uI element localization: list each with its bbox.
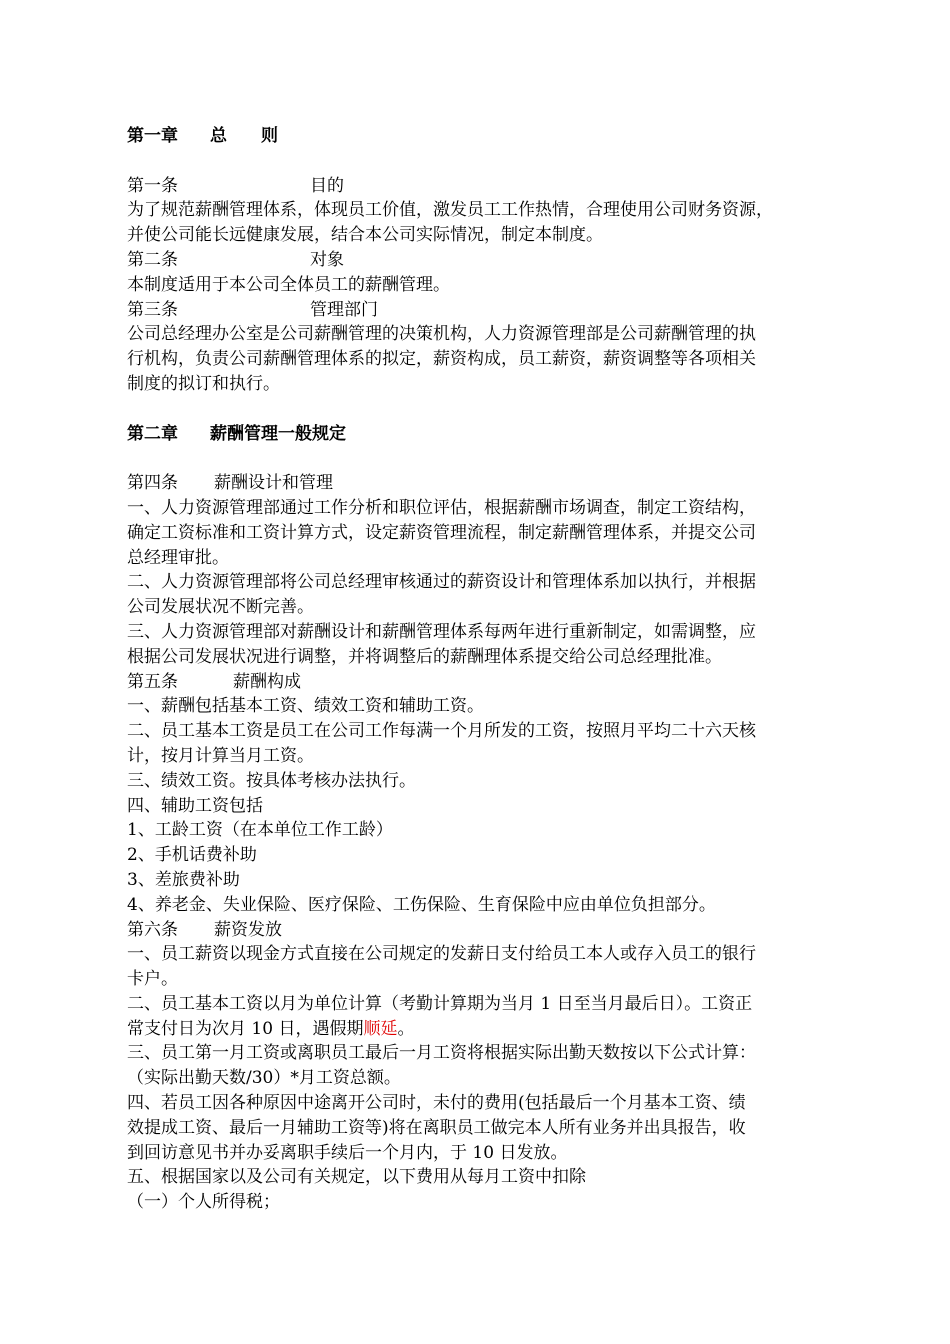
article-1-heading (127, 174, 840, 199)
article-4-line: 公司发展状况不断完善。 (127, 597, 314, 618)
article-2-line: 本制度适用于本公司全体员工的薪酬管理。 (127, 274, 450, 295)
article-1-line: 并使公司能长远健康发展，结合本公司实际情况，制定本制度。 (127, 225, 603, 246)
article-4-label: 第四条 (127, 473, 178, 494)
article-6-heading (127, 918, 840, 943)
article-1-line: 为了规范薪酬管理体系，体现员工价值，激发员工工作热情，合理使用公司财务资源， (127, 200, 773, 221)
chapter-1-number: 第一章 (127, 126, 178, 146)
spacer (127, 397, 840, 422)
line-text: 常支付日为次月 10 日，遇假期 (127, 1018, 364, 1039)
line-text: 。 (397, 1018, 415, 1039)
article-5-line: 一、薪酬包括基本工资、绩效工资和辅助工资。 (127, 696, 484, 717)
article-5-line: 四、辅助工资包括 (127, 795, 263, 816)
chapter-1-heading (127, 124, 840, 149)
article-4-line: 确定工资标准和工资计算方式，设定薪资管理流程，制定薪酬管理体系，并提交公司 (127, 522, 756, 543)
chapter-1-title: 总 则 (210, 126, 278, 146)
article-3-line: 公司总经理办公室是公司薪酬管理的决策机构，人力资源管理部是公司薪酬管理的执 (127, 324, 756, 345)
article-5-heading (127, 670, 840, 695)
article-6-line-highlight (127, 1017, 840, 1042)
article-2-label: 第二条 (127, 249, 178, 270)
article-6-line: 二、员工基本工资以月为单位计算（考勤计算期为当月 1 日至当月最后日）。工资正 (127, 993, 753, 1014)
article-6-label: 第六条 (127, 919, 178, 940)
article-6-line: （实际出勤天数/30）*月工资总额。 (127, 1068, 401, 1089)
article-5-line: 3、差旅费补助 (127, 869, 240, 890)
article-5-title: 薪酬构成 (233, 671, 301, 692)
article-6-line: 卡户。 (127, 969, 178, 990)
article-5-line: 计，按月计算当月工资。 (127, 745, 314, 766)
article-2-heading (127, 248, 840, 273)
article-4-line: 三、人力资源管理部对薪酬设计和薪酬管理体系每两年进行重新制定，如需调整，应 (127, 621, 756, 642)
article-6-line: 四、若员工因各种原因中途离开公司时，未付的费用(包括最后一个月基本工资、绩 (127, 1093, 746, 1114)
spacer (127, 446, 840, 471)
spacer (127, 149, 840, 174)
article-6-line: 到回访意见书并办妥离职手续后一个月内，于 10 日发放。 (127, 1142, 568, 1163)
article-5-line: 二、员工基本工资是员工在公司工作每满一个月所发的工资，按照月平均二十六天核 (127, 721, 756, 742)
article-3-line: 行机构，负责公司薪酬管理体系的拟定，薪资构成，员工薪资，薪资调整等各项相关 (127, 349, 756, 370)
article-3-label: 第三条 (127, 299, 178, 320)
chapter-2-heading (127, 422, 840, 447)
article-6-line: 五、根据国家以及公司有关规定，以下费用从每月工资中扣除 (127, 1167, 586, 1188)
article-6-line: （一）个人所得税； (127, 1192, 280, 1213)
article-3-line: 制度的拟订和执行。 (127, 373, 280, 394)
article-6-line: 一、员工薪资以现金方式直接在公司规定的发薪日支付给员工本人或存入员工的银行 (127, 944, 756, 965)
article-4-heading (127, 471, 840, 496)
chapter-2-title: 薪酬管理一般规定 (210, 423, 346, 444)
article-3-title: 管理部门 (310, 299, 378, 320)
article-5-line: 4、养老金、失业保险、医疗保险、工伤保险、生育保险中应由单位负担部分。 (127, 894, 716, 915)
article-5-label: 第五条 (127, 671, 178, 692)
article-3-heading (127, 298, 840, 323)
article-5-line: 三、绩效工资。按具体考核办法执行。 (127, 770, 416, 791)
article-6-title: 薪资发放 (214, 919, 282, 940)
article-4-title: 薪酬设计和管理 (214, 473, 333, 494)
article-4-line: 二、人力资源管理部将公司总经理审核通过的薪资设计和管理体系加以执行，并根据 (127, 572, 756, 593)
article-5-line: 1、工龄工资（在本单位工作工龄） (127, 820, 393, 841)
article-5-line: 2、手机话费补助 (127, 845, 257, 866)
article-4-line: 根据公司发展状况进行调整，并将调整后的薪酬理体系提交给公司总经理批准。 (127, 646, 722, 667)
article-1-label: 第一条 (127, 175, 178, 196)
article-2-title: 对象 (310, 249, 344, 270)
article-6-line: 效提成工资、最后一月辅助工资等)将在离职员工做完本人所有业务并出具报告，收 (127, 1117, 746, 1138)
chapter-2-number: 第二章 (127, 423, 178, 444)
article-4-line: 一、人力资源管理部通过工作分析和职位评估，根据薪酬市场调查，制定工资结构， (127, 497, 756, 518)
highlighted-text: 顺延 (363, 1018, 398, 1039)
article-6-line: 三、员工第一月工资或离职员工最后一月工资将根据实际出勤天数按以下公式计算： (127, 1043, 756, 1064)
article-1-title: 目的 (310, 175, 344, 196)
article-4-line: 总经理审批。 (127, 547, 229, 568)
